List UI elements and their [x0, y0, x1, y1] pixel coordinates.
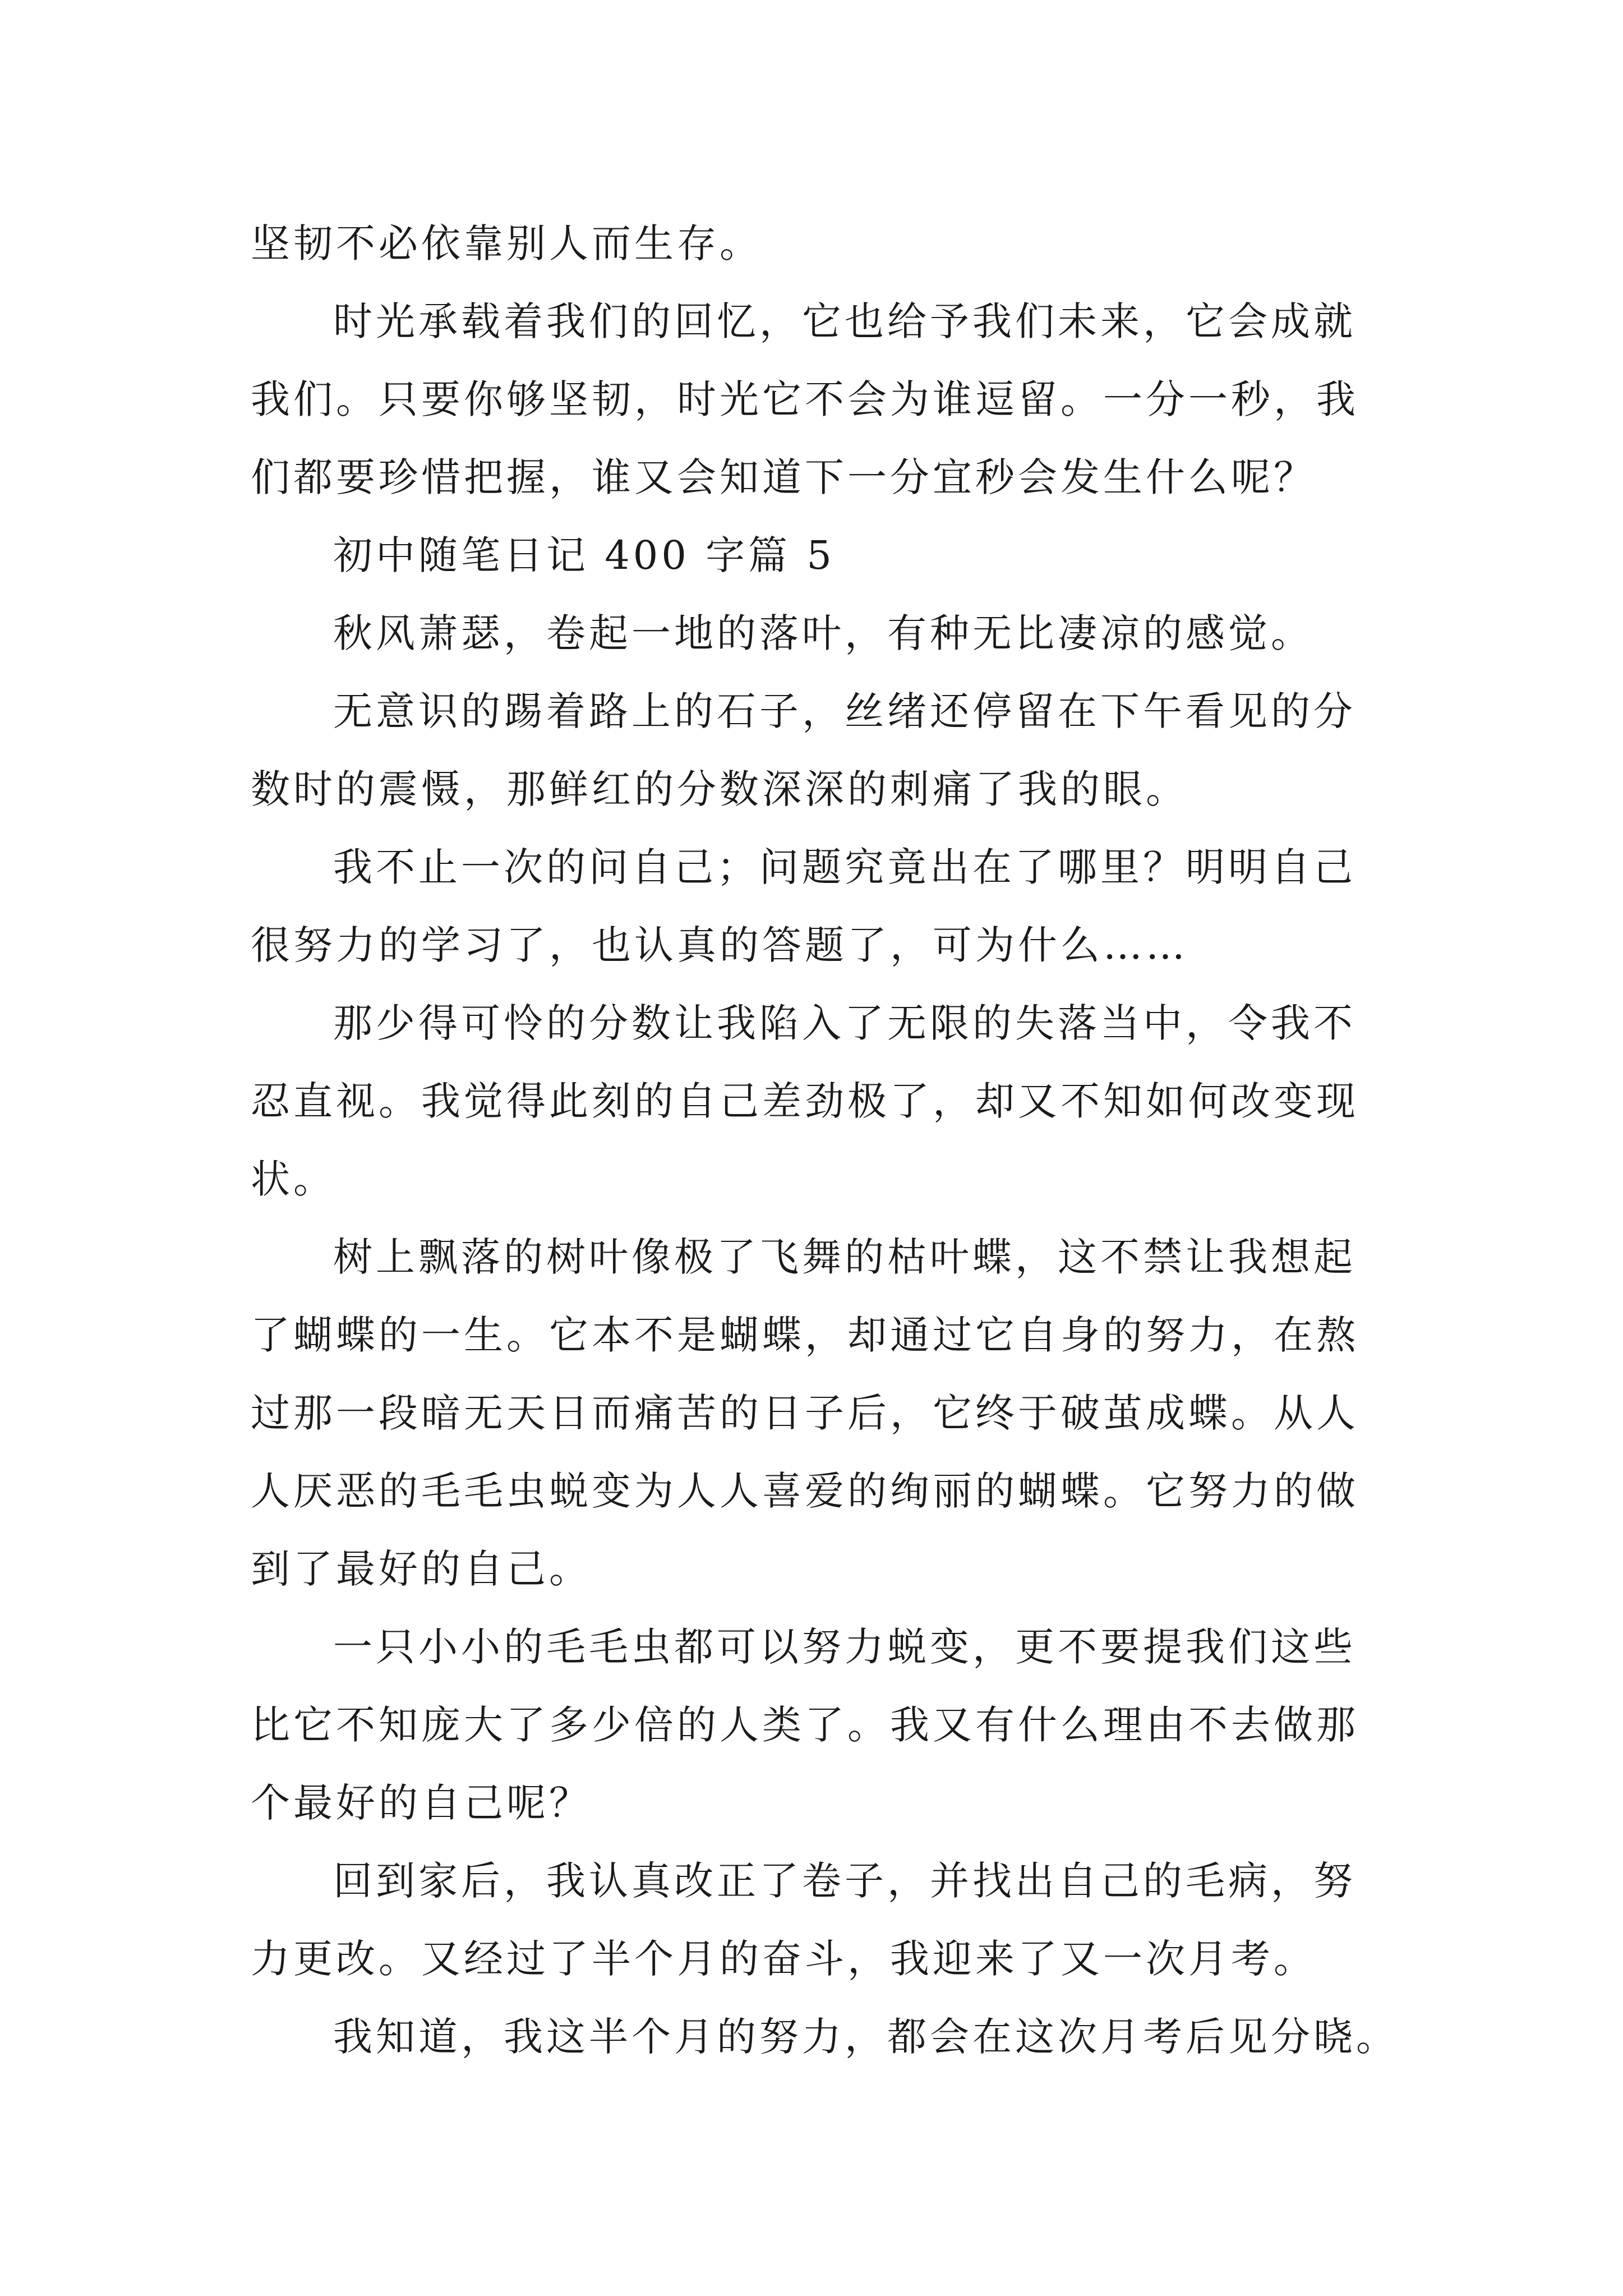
section-heading	[251, 517, 1384, 595]
text-line: 到了最好的自己。	[251, 1546, 592, 1592]
text-line: 了蝴蝶的一生。它本不是蝴蝶，却通过它自身的努力，在熬	[251, 1312, 1359, 1358]
text-line: 我不止一次的问自己；问题究竟出在了哪里？明明自己	[333, 844, 1356, 890]
paragraph	[251, 205, 1384, 283]
text-line: 人厌恶的毛毛虫蜕变为人人喜爱的绚丽的蝴蝶。它努力的做	[251, 1468, 1359, 1514]
paragraph	[251, 283, 1384, 517]
text-line: 状。	[251, 1156, 336, 1202]
text-line: 时光承载着我们的回忆，它也给予我们未来，它会成就	[333, 298, 1356, 344]
text-line: 回到家后，我认真改正了卷子，并找出自己的毛病，努	[333, 1858, 1356, 1904]
paragraph	[251, 1218, 1384, 1608]
text-line: 坚韧不必依靠别人而生存。	[251, 220, 762, 266]
paragraph	[251, 1998, 1399, 2076]
text-line: 无意识的踢着路上的石子，丝绪还停留在下午看见的分	[333, 688, 1356, 734]
text-line: 忍直视。我觉得此刻的自己差劲极了，却又不知如何改变现	[251, 1078, 1359, 1124]
paragraph	[251, 595, 1384, 673]
text-line: 们都要珍惜把握，谁又会知道下一分宜秒会发生什么呢？	[251, 454, 1316, 500]
paragraph	[251, 984, 1384, 1218]
text-line: 比它不知庞大了多少倍的人类了。我又有什么理由不去做那	[251, 1702, 1359, 1748]
paragraph	[251, 829, 1384, 984]
paragraph	[251, 1608, 1384, 1842]
text-line: 秋风萧瑟，卷起一地的落叶，有种无比凄凉的感觉。	[333, 610, 1313, 656]
text-line: 我知道，我这半个月的努力，都会在这次月考后见分晓。	[333, 2014, 1399, 2060]
text-line: 初中随笔日记 400 字篇 5	[333, 532, 835, 578]
text-line: 一只小小的毛毛虫都可以努力蜕变，更不要提我们这些	[333, 1624, 1356, 1670]
text-line: 我们。只要你够坚韧，时光它不会为谁逗留。一分一秒，我	[251, 376, 1359, 422]
text-line: 个最好的自己呢？	[251, 1780, 592, 1826]
document-body	[251, 205, 1399, 2076]
text-line: 过那一段暗无天日而痛苦的日子后，它终于破茧成蝶。从人	[251, 1390, 1359, 1436]
paragraph	[251, 673, 1384, 829]
text-line: 很努力的学习了，也认真的答题了，可为什么……	[251, 922, 1188, 968]
text-line: 力更改。又经过了半个月的奋斗，我迎来了又一次月考。	[251, 1936, 1316, 1982]
text-line: 树上飘落的树叶像极了飞舞的枯叶蝶，这不禁让我想起	[333, 1234, 1356, 1280]
text-line: 那少得可怜的分数让我陷入了无限的失落当中，令我不	[333, 1000, 1356, 1046]
paragraph	[251, 1842, 1384, 1998]
text-line: 数时的震慑，那鲜红的分数深深的刺痛了我的眼。	[251, 766, 1188, 812]
